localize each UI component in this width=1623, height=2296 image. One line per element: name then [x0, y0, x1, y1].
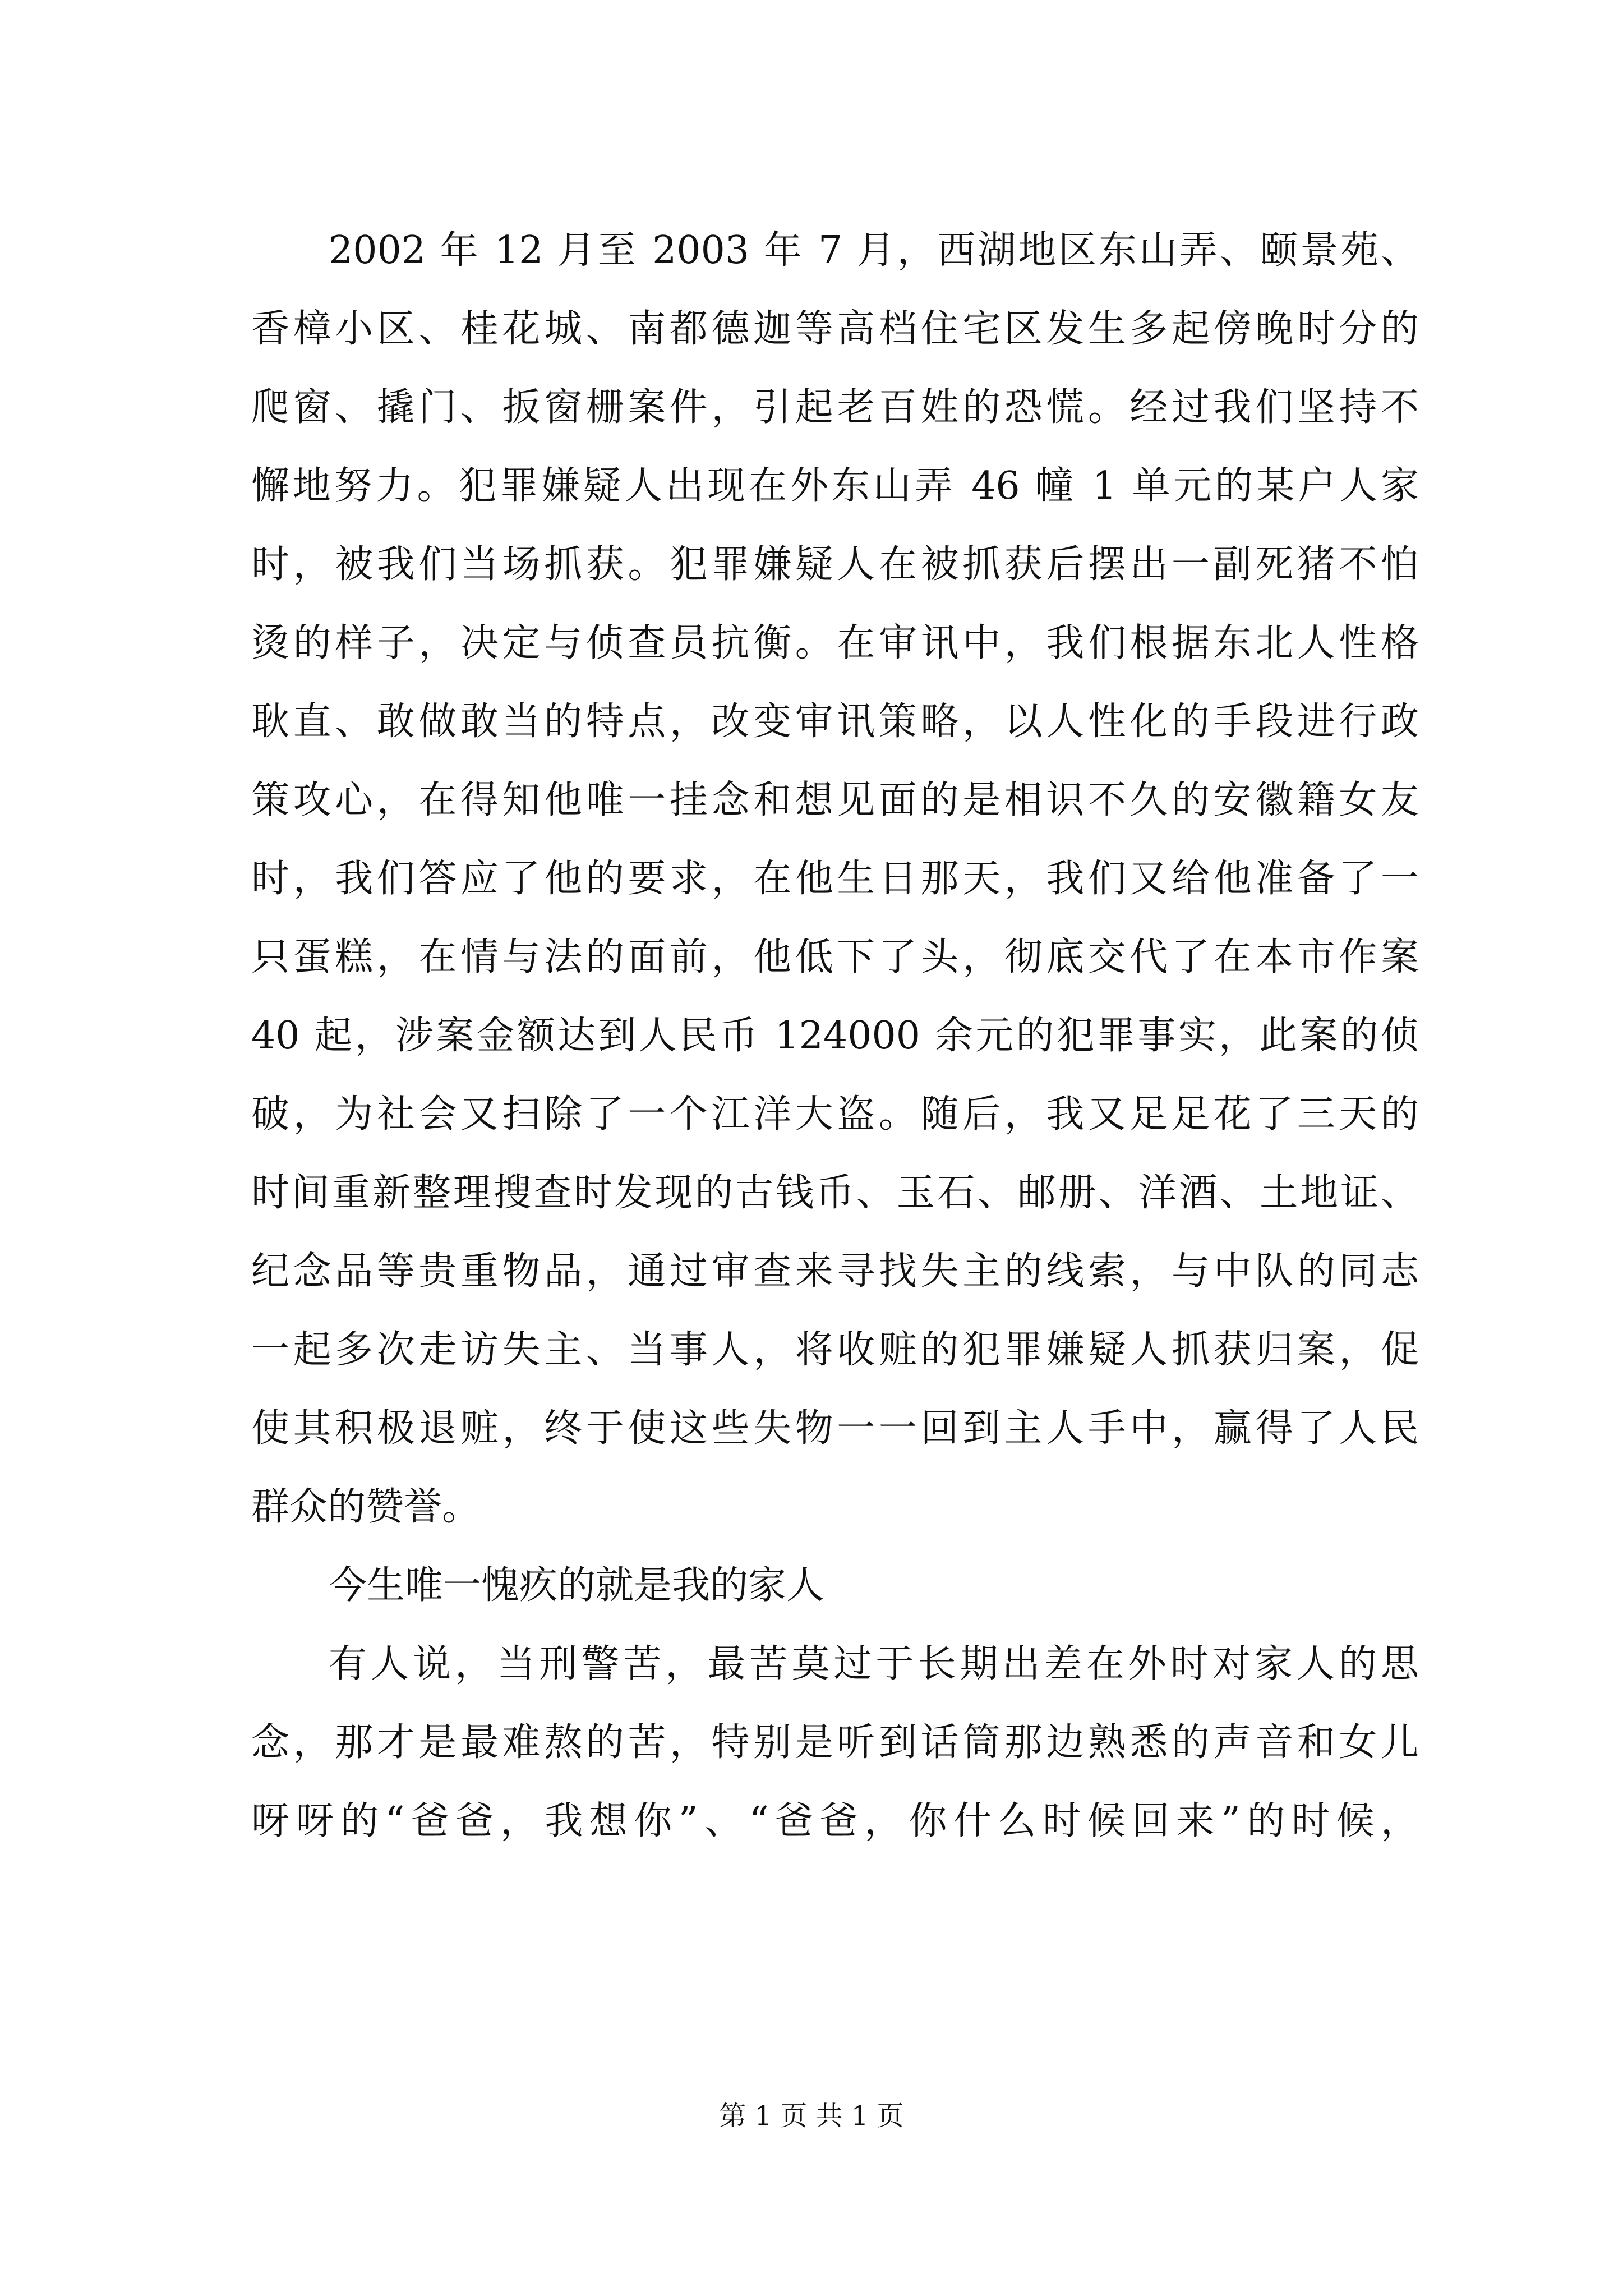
- text-line: 只蛋糕，在情与法的面前，他低下了头，彻底交代了在本市作案: [251, 935, 1419, 979]
- document-body: [251, 211, 1419, 1861]
- text-line: 懈地努力。犯罪嫌疑人出现在外东山弄 46 幢 1 单元的某户人家: [251, 464, 1419, 508]
- text-line: 群众的赞誉。: [251, 1485, 481, 1529]
- text-line: 破，为社会又扫除了一个江洋大盗。随后，我又足足花了三天的: [251, 1092, 1419, 1137]
- text-line: 2002 年 12 月至 2003 年 7 月，西湖地区东山弄、颐景苑、: [329, 228, 1419, 273]
- text-line: 今生唯一愧疚的就是我的家人: [329, 1563, 825, 1608]
- text-line: 时，被我们当场抓获。犯罪嫌疑人在被抓获后摆出一副死猪不怕: [251, 542, 1419, 587]
- text-line: 呀呀的“爸爸，我想你”、“爸爸，你什么时候回来”的时候，: [251, 1799, 1419, 1843]
- text-line: 香樟小区、桂花城、南都德迦等高档住宅区发生多起傍晚时分的: [251, 307, 1419, 351]
- text-line: 策攻心，在得知他唯一挂念和想见面的是相识不久的安徽籍女友: [251, 778, 1419, 822]
- text-line: 念，那才是最难熬的苦，特别是听到话筒那边熟悉的声音和女儿: [251, 1720, 1419, 1765]
- text-line: 时，我们答应了他的要求，在他生日那天，我们又给他准备了一: [251, 857, 1419, 901]
- text-line: 40 起，涉案金额达到人民币 124000 余元的犯罪事实，此案的侦: [251, 1014, 1419, 1058]
- text-line: 一起多次走访失主、当事人，将收赃的犯罪嫌疑人抓获归案，促: [251, 1328, 1419, 1372]
- text-line: 有人说，当刑警苦，最苦莫过于长期出差在外时对家人的思: [329, 1642, 1419, 1686]
- text-line: 纪念品等贵重物品，通过审查来寻找失主的线索，与中队的同志: [251, 1249, 1419, 1294]
- text-line: 耿直、敢做敢当的特点，改变审讯策略，以人性化的手段进行政: [251, 700, 1419, 744]
- text-line: 烫的样子，决定与侦查员抗衡。在审讯中，我们根据东北人性格: [251, 621, 1419, 665]
- text-line: 时间重新整理搜查时发现的古钱币、玉石、邮册、洋酒、土地证、: [251, 1171, 1419, 1215]
- text-line: 爬窗、撬门、扳窗栅案件，引起老百姓的恐慌。经过我们坚持不: [251, 385, 1419, 430]
- page-footer: 第 1 页 共 1 页: [719, 2100, 904, 2132]
- text-line: 使其积极退赃，终于使这些失物一一回到主人手中，赢得了人民: [251, 1406, 1419, 1451]
